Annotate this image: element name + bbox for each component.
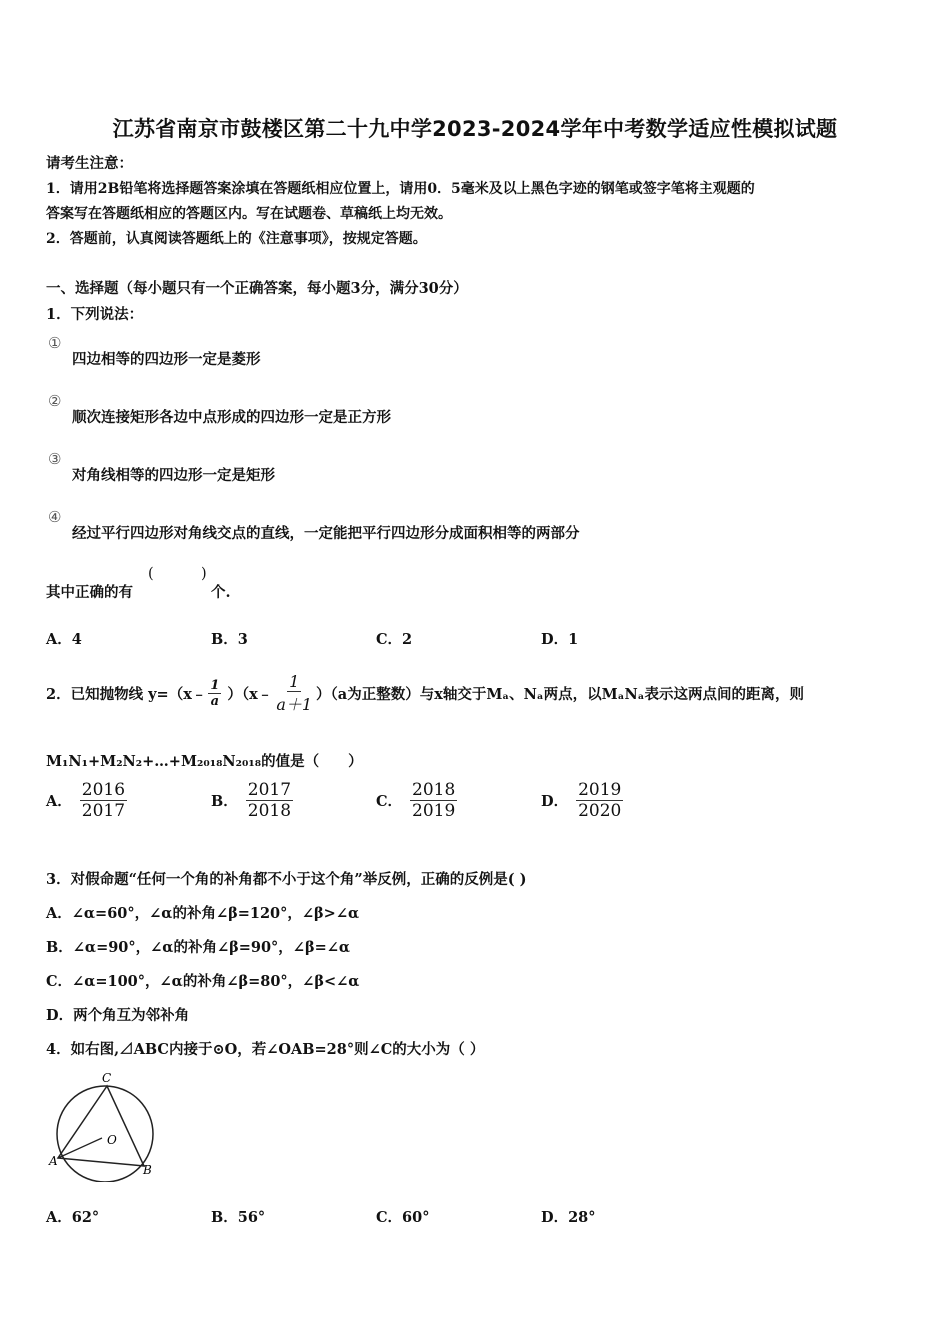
q1-item-mark: ④ — [48, 508, 62, 526]
figure-label-a: A — [49, 1154, 58, 1168]
q2-frac2-den: a＋1 — [276, 694, 313, 714]
notice-item2: 2．答题前，认真阅读答题纸上的《注意事项》，按规定答题。 — [46, 231, 427, 247]
q1-item-text: 顺次连接矩形各边中点形成的四边形一定是正方形 — [72, 409, 391, 426]
q2-option-label: B． — [211, 793, 238, 810]
q2-option-den: 2019 — [412, 801, 456, 821]
q1-option-a: A．4 — [46, 631, 82, 648]
q2-option-den: 2017 — [81, 801, 126, 821]
q2-option-d — [541, 780, 623, 821]
q1-item-text: 经过平行四边形对角线交点的直线，一定能把平行四边形分成面积相等的两部分 — [72, 525, 580, 542]
notice-item1-line2: 答案写在答题纸相应的答题区内。写在试题卷、草稿纸上均无效。 — [46, 206, 452, 222]
q2-stem-mid: ）（x﹣ — [227, 685, 273, 703]
q1-item-text: 四边相等的四边形一定是菱形 — [72, 351, 261, 368]
q2-option-c — [376, 780, 457, 821]
q2-stem-pre: 2．已知抛物线 y=（x﹣ — [46, 685, 207, 703]
section-heading: 一、选择题（每小题只有一个正确答案，每小题3分，满分30分） — [46, 280, 468, 297]
q2-option-fraction — [576, 780, 623, 821]
notice-item1-line1: 1．请用2B铅笔将选择题答案涂填在答题纸相应位置上，请用0．5毫米及以上黑色字迹的钢笔或签字笔将主观题的 — [46, 181, 755, 197]
q1-conclusion — [46, 581, 133, 602]
q4-option-a: A．62° — [46, 1209, 100, 1226]
figure-label-b: B — [143, 1163, 152, 1177]
q4-stem: 4．如右图,⊿ABC内接于⊙O，若∠OAB=28°则∠C的大小为（ ） — [46, 1041, 485, 1058]
q2-stem-post: ）（a为正整数）与x轴交于Mₐ、Nₐ两点，以MₐNₐ表示这两点间的距离，则 — [316, 685, 804, 703]
circle-triangle-figure — [46, 1070, 166, 1182]
figure-label-o: O — [107, 1133, 117, 1147]
q2-line2: M₁N₁+M₂N₂+…+M₂₀₁₈N₂₀₁₈的值是（ ） — [46, 753, 363, 770]
q4-option-d: D．28° — [541, 1209, 596, 1226]
q2-option-b — [211, 780, 293, 821]
q2-option-a — [46, 780, 127, 821]
q3-stem: 3．对假命题“任何一个角的补角都不小于这个角”举反例，正确的反例是( ) — [46, 871, 527, 888]
q1-conclusion-post: 个. — [211, 584, 231, 601]
q1-option-c: C．2 — [376, 631, 413, 648]
q1-item-text: 对角线相等的四边形一定是矩形 — [72, 467, 275, 484]
q2-option-fraction — [80, 780, 127, 821]
q2-option-den: 2018 — [247, 801, 292, 821]
q1-stem: 1．下列说法： — [46, 306, 144, 323]
q2-option-num: 2017 — [247, 780, 292, 800]
q2-fraction-2 — [276, 672, 312, 715]
q2-option-num: 2018 — [412, 780, 456, 800]
q2-option-num: 2019 — [578, 780, 622, 800]
q1-item-mark: ② — [48, 392, 62, 410]
q3-option-d: D．两个角互为邻补角 — [46, 1007, 190, 1024]
q1-option-d: D．1 — [541, 631, 579, 648]
q1-item-mark: ① — [48, 334, 62, 352]
q2-option-den: 2020 — [578, 801, 622, 821]
q2-option-label: A． — [46, 793, 72, 810]
q2-frac1-den: a — [210, 693, 220, 709]
q2-option-label: C． — [376, 793, 403, 810]
q1-paren-open: ( — [148, 566, 154, 582]
q2-option-fraction — [410, 780, 457, 821]
q4-option-c: C．60° — [376, 1209, 430, 1226]
q3-option-a: A．∠α=60°，∠α的补角∠β=120°，∠β>∠α — [46, 905, 360, 922]
q2-stem — [46, 663, 804, 723]
page-title: 江苏省南京市鼓楼区第二十九中学2023-2024学年中考数学适应性模拟试题 — [112, 117, 838, 141]
q1-option-b: B．3 — [211, 631, 248, 648]
q2-frac2-num: 1 — [289, 671, 300, 691]
q4-option-b: B．56° — [211, 1209, 266, 1226]
q1-conclusion-pre: 其中正确的有 — [46, 584, 133, 601]
q2-frac1-num: 1 — [210, 677, 220, 693]
q3-option-b: B．∠α=90°，∠α的补角∠β=90°，∠β=∠α — [46, 939, 351, 956]
q2-fraction-1 — [208, 678, 221, 709]
figure-label-c: C — [102, 1071, 112, 1085]
q1-paren-close: ) — [201, 566, 207, 582]
q3-option-c: C．∠α=100°，∠α的补角∠β=80°，∠β<∠α — [46, 973, 360, 990]
q2-option-num: 2016 — [81, 780, 126, 800]
q1-item-mark: ③ — [48, 450, 62, 468]
q2-option-label: D． — [541, 793, 569, 810]
notice-heading: 请考生注意： — [46, 155, 133, 172]
q2-option-fraction — [246, 780, 293, 821]
